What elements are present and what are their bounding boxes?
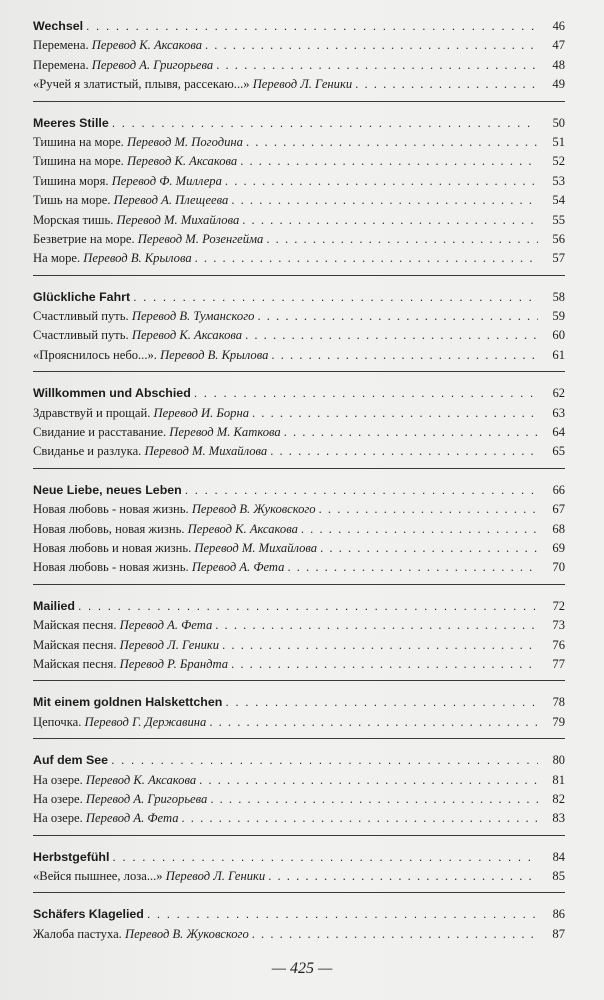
translation-entry bbox=[33, 307, 254, 326]
page-ref: 77 bbox=[552, 656, 565, 671]
translation-title: «Прояснилось небо...». bbox=[33, 347, 161, 362]
translation-title: Новая любовь и новая жизнь. bbox=[33, 540, 195, 555]
poem-original-title: Willkommen und Abschied bbox=[33, 386, 191, 401]
page-ref: 69 bbox=[552, 540, 565, 555]
toc-section-heading bbox=[33, 17, 565, 36]
translation-entry bbox=[33, 211, 239, 230]
toc-entry bbox=[33, 655, 565, 674]
translation-title: На озере. bbox=[33, 791, 86, 806]
translation-title: Новая любовь - новая жизнь. bbox=[33, 502, 192, 517]
page-ref: 51 bbox=[552, 134, 565, 149]
page-ref: 83 bbox=[552, 811, 565, 826]
translator-credit: Перевод В. Крылова bbox=[160, 347, 269, 362]
dot-leader bbox=[133, 288, 538, 307]
translation-entry bbox=[33, 133, 243, 152]
toc-section bbox=[33, 693, 565, 739]
toc-entry bbox=[33, 925, 565, 944]
page-ref: 56 bbox=[552, 231, 565, 246]
page-ref: 63 bbox=[552, 405, 565, 420]
toc-section bbox=[33, 481, 565, 585]
toc-entry bbox=[33, 56, 565, 75]
dot-leader bbox=[246, 133, 538, 152]
toc-entry bbox=[33, 616, 565, 635]
translator-credit: Перевод В. Жуковского bbox=[124, 926, 249, 941]
poem-original-title: Herbstgefühl bbox=[33, 849, 110, 864]
translation-title: Майская песня. bbox=[33, 618, 120, 633]
toc-section bbox=[33, 751, 565, 836]
translation-entry bbox=[33, 36, 202, 55]
translation-entry bbox=[33, 809, 179, 828]
dot-leader bbox=[112, 114, 538, 133]
translator-credit: Перевод А. Григорьева bbox=[85, 791, 208, 806]
dot-leader bbox=[195, 249, 538, 268]
page-ref: 66 bbox=[552, 482, 565, 497]
poem-original-title: Mailied bbox=[33, 598, 75, 613]
page-ref: 79 bbox=[552, 714, 565, 729]
translation-title: Цепочка. bbox=[33, 714, 85, 729]
poem-original-title: Mit einem goldnen Halskettchen bbox=[33, 695, 223, 710]
toc-section bbox=[33, 905, 565, 950]
page-ref: 73 bbox=[552, 618, 565, 633]
toc-entry bbox=[33, 809, 565, 828]
translator-credit: Перевод М. Розенгейма bbox=[137, 231, 264, 246]
translator-credit: Перевод А. Григорьева bbox=[91, 57, 214, 72]
page-ref: 47 bbox=[552, 38, 565, 53]
poem-original-title: Meeres Stille bbox=[33, 115, 109, 130]
translation-entry bbox=[33, 867, 265, 886]
page-ref: 81 bbox=[552, 772, 565, 787]
page-ref: 46 bbox=[552, 19, 565, 33]
translation-entry bbox=[33, 539, 317, 558]
translation-title: Тишина на море. bbox=[33, 154, 127, 169]
toc-section-heading bbox=[33, 114, 565, 133]
translation-title: Новая любовь - новая жизнь. bbox=[33, 560, 192, 575]
translation-title: Счастливый путь. bbox=[33, 309, 132, 324]
toc-section bbox=[33, 114, 565, 276]
toc-entry bbox=[33, 713, 565, 732]
translator-credit: Перевод В. Туманского bbox=[131, 309, 255, 324]
translator-credit: Перевод К. Аксакова bbox=[91, 38, 202, 53]
dot-leader bbox=[252, 404, 538, 423]
page-ref: 72 bbox=[552, 598, 565, 613]
page-ref: 59 bbox=[552, 309, 565, 324]
translation-title: На озере. bbox=[33, 811, 86, 826]
dot-leader bbox=[199, 771, 538, 790]
page-ref: 55 bbox=[552, 212, 565, 227]
page-ref: 65 bbox=[552, 444, 565, 459]
translator-credit: Перевод М. Каткова bbox=[169, 425, 281, 440]
page-ref: 53 bbox=[552, 173, 565, 188]
dot-leader bbox=[225, 693, 538, 712]
page-ref: 48 bbox=[552, 57, 565, 72]
translator-credit: Перевод В. Жуковского bbox=[191, 502, 316, 517]
dot-leader bbox=[252, 925, 538, 944]
toc-section bbox=[33, 288, 565, 373]
page-ref: 76 bbox=[552, 637, 565, 652]
page-ref: 82 bbox=[552, 791, 565, 806]
translation-title: Новая любовь, новая жизнь. bbox=[33, 521, 188, 536]
dot-leader bbox=[185, 481, 538, 500]
poem-original-title: Neue Liebe, neues Leben bbox=[33, 482, 182, 497]
translation-entry bbox=[33, 172, 222, 191]
dot-leader bbox=[268, 867, 538, 886]
translator-credit: Перевод М. Михайлова bbox=[194, 540, 318, 555]
translator-credit: Перевод К. Аксакова bbox=[85, 772, 197, 787]
translation-title: Майская песня. bbox=[33, 656, 120, 671]
dot-leader bbox=[231, 655, 538, 674]
translator-credit: Перевод М. Михайлова bbox=[144, 444, 268, 459]
page-ref: 84 bbox=[552, 849, 565, 864]
translator-credit: Перевод К. Аксакова bbox=[131, 328, 243, 343]
toc-section-heading bbox=[33, 905, 565, 924]
translation-entry bbox=[33, 230, 263, 249]
page-ref: 62 bbox=[552, 386, 565, 401]
translation-title: Майская песня. bbox=[33, 637, 120, 652]
translation-entry bbox=[33, 152, 237, 171]
translation-title: Перемена. bbox=[33, 57, 92, 72]
translator-credit: Перевод А. Плещеева bbox=[113, 193, 229, 208]
translation-title: Морская тишь. bbox=[33, 212, 117, 227]
translator-credit: Перевод А. Фета bbox=[85, 811, 179, 826]
toc-entry bbox=[33, 307, 565, 326]
toc-entry bbox=[33, 133, 565, 152]
dot-leader bbox=[205, 36, 538, 55]
dot-leader bbox=[194, 384, 538, 403]
translation-entry bbox=[33, 249, 192, 268]
translation-title: Тишь на море. bbox=[33, 193, 114, 208]
dot-leader bbox=[222, 636, 538, 655]
translation-title: Здравствуй и прощай. bbox=[33, 405, 154, 420]
toc-section bbox=[33, 384, 565, 469]
dot-leader bbox=[270, 442, 538, 461]
translator-credit: Перевод Л. Геники bbox=[119, 637, 220, 652]
poem-original-title: Schäfers Klagelied bbox=[33, 907, 144, 922]
page-ref: 64 bbox=[552, 425, 565, 440]
toc-entry bbox=[33, 790, 565, 809]
toc-entry bbox=[33, 249, 565, 268]
dot-leader bbox=[320, 539, 538, 558]
dot-leader bbox=[215, 616, 538, 635]
translation-title: Свиданье и разлука. bbox=[33, 444, 145, 459]
page-ref: 70 bbox=[552, 560, 565, 575]
toc-entry bbox=[33, 636, 565, 655]
dot-leader bbox=[225, 172, 538, 191]
page-ref: 80 bbox=[552, 753, 565, 768]
toc-section-heading bbox=[33, 288, 565, 307]
toc-entry bbox=[33, 867, 565, 886]
translation-title: Жалоба пастуха. bbox=[33, 926, 125, 941]
toc-entry bbox=[33, 520, 565, 539]
translation-entry bbox=[33, 56, 213, 75]
translation-entry bbox=[33, 558, 284, 577]
page-ref: 57 bbox=[552, 251, 565, 266]
translation-entry bbox=[33, 655, 228, 674]
translation-title: «Ручей я златистый, плывя, рассекаю...» bbox=[33, 77, 253, 92]
page-ref: 86 bbox=[552, 907, 565, 922]
toc-entry bbox=[33, 75, 565, 94]
dot-leader bbox=[209, 713, 538, 732]
dot-leader bbox=[355, 75, 538, 94]
translation-entry bbox=[33, 520, 298, 539]
page-number: — 425 — bbox=[271, 960, 333, 977]
translation-title: «Вейся пышнее, лоза...» bbox=[33, 869, 166, 884]
toc-entry bbox=[33, 500, 565, 519]
translation-entry bbox=[33, 191, 228, 210]
dot-leader bbox=[271, 346, 538, 365]
translator-credit: Перевод А. Фета bbox=[119, 618, 213, 633]
table-of-contents bbox=[33, 17, 565, 962]
translation-entry bbox=[33, 423, 281, 442]
translation-entry bbox=[33, 500, 316, 519]
page-ref: 85 bbox=[552, 869, 565, 884]
toc-entry bbox=[33, 152, 565, 171]
translation-entry bbox=[33, 636, 219, 655]
translation-entry bbox=[33, 616, 212, 635]
page-ref: 49 bbox=[552, 77, 565, 92]
page-ref: 52 bbox=[552, 154, 565, 169]
translation-title: Тишина на море. bbox=[33, 134, 127, 149]
translation-title: На море. bbox=[33, 251, 84, 266]
dot-leader bbox=[301, 520, 538, 539]
translation-entry bbox=[33, 404, 249, 423]
toc-entry bbox=[33, 539, 565, 558]
poem-original-title: Wechsel bbox=[33, 19, 84, 33]
translator-credit: Перевод М. Михайлова bbox=[116, 212, 240, 227]
translation-entry bbox=[33, 790, 207, 809]
dot-leader bbox=[257, 307, 538, 326]
page-ref: 50 bbox=[552, 115, 565, 130]
dot-leader bbox=[210, 790, 538, 809]
toc-entry bbox=[33, 326, 565, 345]
dot-leader bbox=[147, 905, 538, 924]
translation-entry bbox=[33, 771, 196, 790]
toc-section bbox=[33, 17, 565, 102]
toc-entry bbox=[33, 346, 565, 365]
page-ref: 54 bbox=[552, 193, 565, 208]
translator-credit: Перевод И. Борна bbox=[153, 405, 249, 420]
dot-leader bbox=[242, 211, 538, 230]
dot-leader bbox=[112, 848, 538, 867]
toc-entry bbox=[33, 404, 565, 423]
translation-entry bbox=[33, 326, 242, 345]
toc-section-heading bbox=[33, 597, 565, 616]
dot-leader bbox=[240, 152, 538, 171]
page-ref: 68 bbox=[552, 521, 565, 536]
dot-leader bbox=[266, 230, 538, 249]
translation-entry bbox=[33, 442, 267, 461]
page-ref: 78 bbox=[552, 695, 565, 710]
page-ref: 87 bbox=[552, 926, 565, 941]
translation-title: Перемена. bbox=[33, 38, 92, 53]
translator-credit: Перевод М. Погодина bbox=[126, 134, 243, 149]
page-ref: 67 bbox=[552, 502, 565, 517]
translator-credit: Перевод А. Фета bbox=[191, 560, 285, 575]
dot-leader bbox=[86, 17, 538, 36]
dot-leader bbox=[78, 597, 538, 616]
translation-entry bbox=[33, 925, 249, 944]
translation-title: На озере. bbox=[33, 772, 86, 787]
translation-entry bbox=[33, 346, 268, 365]
toc-section-heading bbox=[33, 693, 565, 712]
toc-section-heading bbox=[33, 384, 565, 403]
translation-title: Тишина моря. bbox=[33, 173, 112, 188]
toc-section-heading bbox=[33, 481, 565, 500]
dot-leader bbox=[287, 558, 538, 577]
toc-section-heading bbox=[33, 751, 565, 770]
poem-original-title: Auf dem See bbox=[33, 753, 109, 768]
toc-entry bbox=[33, 230, 565, 249]
dot-leader bbox=[245, 326, 538, 345]
poem-original-title: Glückliche Fahrt bbox=[33, 289, 131, 304]
dot-leader bbox=[319, 500, 538, 519]
toc-entry bbox=[33, 211, 565, 230]
translation-title: Счастливый путь. bbox=[33, 328, 132, 343]
toc-section bbox=[33, 848, 565, 894]
translator-credit: Перевод Л. Геники bbox=[165, 869, 266, 884]
translator-credit: Перевод Л. Геники bbox=[252, 77, 353, 92]
translator-credit: Перевод В. Крылова bbox=[83, 251, 192, 266]
toc-entry bbox=[33, 442, 565, 461]
translator-credit: Перевод К. Аксакова bbox=[187, 521, 298, 536]
page-ref: 58 bbox=[552, 289, 565, 304]
toc-section bbox=[33, 597, 565, 682]
toc-entry bbox=[33, 36, 565, 55]
toc-entry bbox=[33, 172, 565, 191]
page-ref: 60 bbox=[552, 328, 565, 343]
toc-entry bbox=[33, 558, 565, 577]
toc-entry bbox=[33, 191, 565, 210]
toc-entry bbox=[33, 771, 565, 790]
translation-title: Безветрие на море. bbox=[33, 231, 138, 246]
dot-leader bbox=[182, 809, 539, 828]
dot-leader bbox=[284, 423, 538, 442]
page-ref: 61 bbox=[552, 347, 565, 362]
toc-section-heading bbox=[33, 848, 565, 867]
translator-credit: Перевод Ф. Миллера bbox=[111, 173, 222, 188]
translation-entry bbox=[33, 75, 352, 94]
translator-credit: Перевод Р. Брандта bbox=[119, 656, 229, 671]
translator-credit: Перевод Г. Державина bbox=[84, 714, 207, 729]
translation-title: Свидание и расставание. bbox=[33, 425, 170, 440]
translator-credit: Перевод К. Аксакова bbox=[126, 154, 238, 169]
dot-leader bbox=[216, 56, 538, 75]
dot-leader bbox=[231, 191, 538, 210]
translation-entry bbox=[33, 713, 206, 732]
dot-leader bbox=[111, 751, 538, 770]
toc-entry bbox=[33, 423, 565, 442]
